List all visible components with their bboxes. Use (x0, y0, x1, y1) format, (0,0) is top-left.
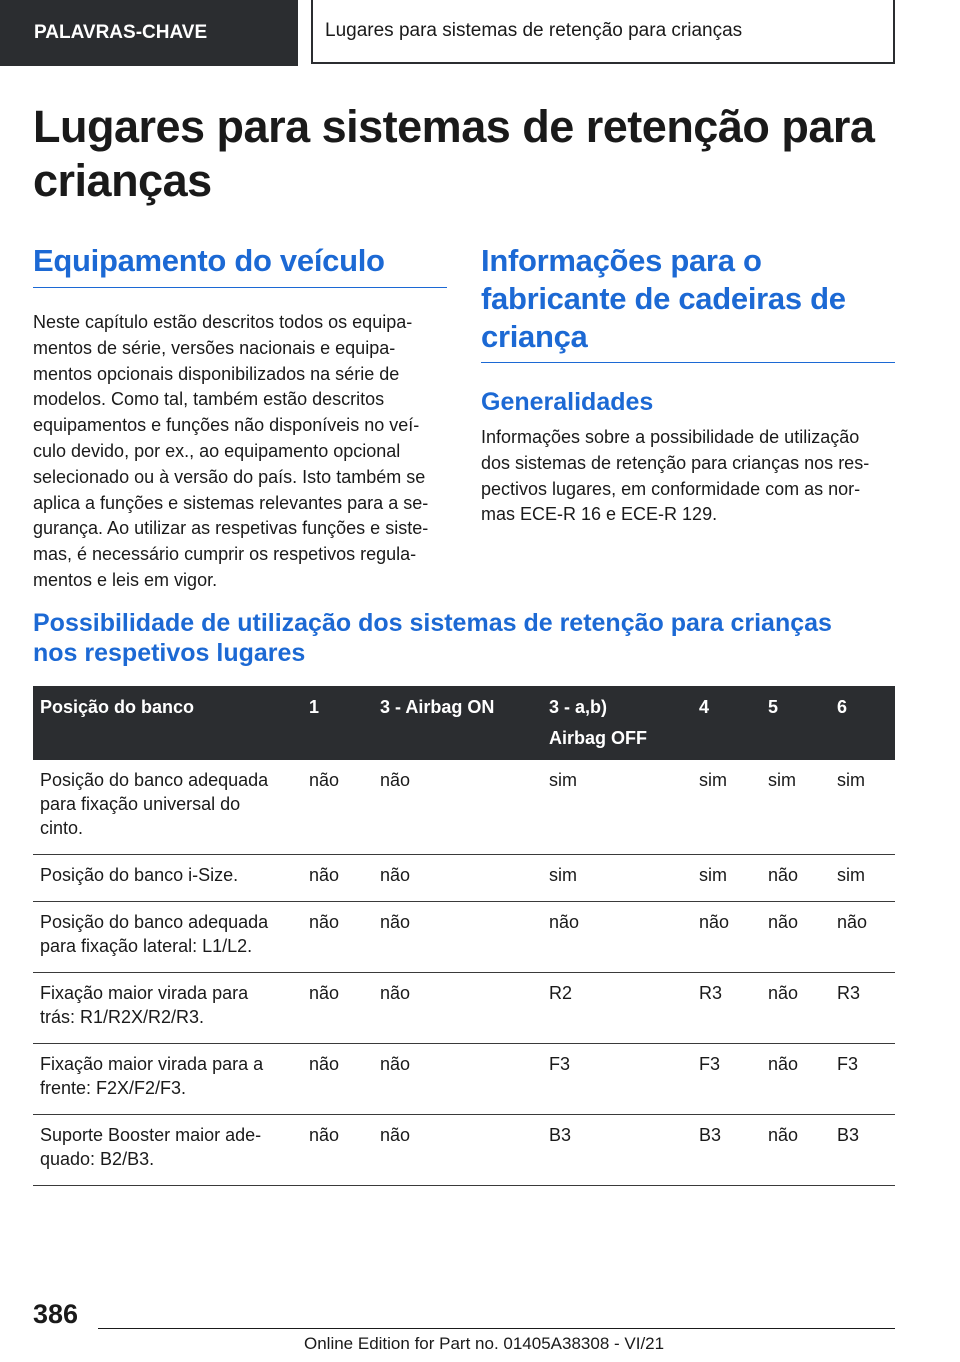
table-header-row (33, 686, 895, 760)
vehicle-equipment-text: Neste capítulo estão descritos todos os equipa- mentos de série, versões nacionais e equipa- mentos opcionais disponibilizados na série de modelos. Como tal, também estão descritos equipamentos e funções não disponíveis no veí- culo devido, por ex., ao equipamento opcional selecionado ou à versão do país. Isto também se aplica a funções e sistemas relevantes para a se- gurança. Ao utilizar as respetivas funções e siste- mas, é necessário cumprir os respetivos regula- mentos e leis em vigor. (33, 312, 429, 590)
table-cell: sim (542, 855, 692, 902)
usage-table-title: Possibilidade de utilização dos sistemas de retenção para crianças nos respetivos lugares (33, 609, 832, 667)
keyword-tab-label: PALAVRAS-CHAVE (34, 22, 208, 43)
table-cell: não (761, 855, 830, 902)
table-cell: F3 (692, 1044, 761, 1115)
table-row (33, 760, 895, 855)
table-row (33, 973, 895, 1044)
table-cell: B3 (830, 1115, 895, 1186)
table-row (33, 855, 895, 902)
table-cell: B3 (692, 1115, 761, 1186)
general-text: Informações sobre a possibilidade de utilização dos sistemas de retenção para crianças nos res- pectivos lugares, em conformidade com as nor- mas ECE-R 16 e ECE-R 129. (481, 427, 870, 525)
table-cell: não (302, 973, 373, 1044)
page-header (0, 0, 960, 66)
vehicle-equipment-section (33, 242, 447, 594)
table-cell: não (761, 902, 830, 973)
header-seat-3-airbag-off (542, 686, 692, 760)
header-seat-3-airbag-off-line2: Airbag OFF (549, 728, 647, 748)
table-cell: F3 (830, 1044, 895, 1115)
table-cell: não (373, 855, 542, 902)
seat-position-table (33, 686, 895, 1186)
topic-tab-label: Lugares para sistemas de retenção para crianças (325, 20, 743, 41)
table-cell: F3 (542, 1044, 692, 1115)
table-cell: não (761, 1044, 830, 1115)
table-cell: não (373, 1115, 542, 1186)
header-seat-3-airbag-on: 3 - Airbag ON (380, 697, 495, 717)
row-label: Fixação maior virada para trás: R1/R2X/R2/R3. (33, 973, 302, 1044)
general-subheading: Generalidades (481, 388, 654, 416)
row-label: Suporte Booster maior ade- quado: B2/B3. (33, 1115, 302, 1186)
row-label: Posição do banco adequada para fixação lateral: L1/L2. (33, 902, 302, 973)
page-title: Lugares para sistemas de retenção para crianças (33, 101, 875, 206)
row-label: Fixação maior virada para a frente: F2X/F2/F3. (33, 1044, 302, 1115)
table-cell: não (761, 973, 830, 1044)
table-cell: não (542, 902, 692, 973)
table-cell: sim (761, 760, 830, 855)
topic-tab[interactable] (311, 0, 895, 64)
table-cell: não (692, 902, 761, 973)
table-row (33, 902, 895, 973)
table-cell: não (302, 1115, 373, 1186)
table-cell: R3 (692, 973, 761, 1044)
header-seat-6: 6 (837, 697, 848, 717)
table-cell: não (302, 1044, 373, 1115)
table-row (33, 1115, 895, 1186)
table-cell: não (302, 855, 373, 902)
table-cell: não (373, 1044, 542, 1115)
header-seat-1: 1 (309, 697, 320, 717)
table-cell: sim (542, 760, 692, 855)
header-seat-3-airbag-off-line1: 3 - a,b) (549, 697, 608, 717)
table-cell: sim (830, 760, 895, 855)
table-cell: não (373, 973, 542, 1044)
table-cell: B3 (542, 1115, 692, 1186)
table-cell: sim (830, 855, 895, 902)
header-seat-5: 5 (768, 697, 779, 717)
table-cell: não (302, 760, 373, 855)
table-cell: não (761, 1115, 830, 1186)
table-cell: sim (692, 760, 761, 855)
row-label: Posição do banco adequada para fixação universal do cinto. (33, 760, 302, 855)
manufacturer-info-section (481, 242, 895, 528)
vehicle-equipment-heading: Equipamento do veículo (33, 242, 447, 288)
keyword-tab[interactable] (0, 0, 298, 66)
table-cell: não (373, 902, 542, 973)
table-cell: não (373, 760, 542, 855)
header-seat-position: Posição do banco (40, 697, 195, 717)
footer-divider (98, 1328, 895, 1329)
footer-edition: Online Edition for Part no. 01405A38308 - VI/21 (304, 1334, 665, 1353)
manufacturer-info-heading: Informações para o fabricante de cadeiras de criança (481, 242, 895, 363)
table-cell: R2 (542, 973, 692, 1044)
header-seat-4: 4 (699, 697, 710, 717)
row-label: Posição do banco i-Size. (33, 855, 302, 902)
table-row (33, 1044, 895, 1115)
page-number: 386 (33, 1299, 79, 1329)
table-cell: sim (692, 855, 761, 902)
table-cell: não (830, 902, 895, 973)
table-cell: não (302, 902, 373, 973)
table-cell: R3 (830, 973, 895, 1044)
